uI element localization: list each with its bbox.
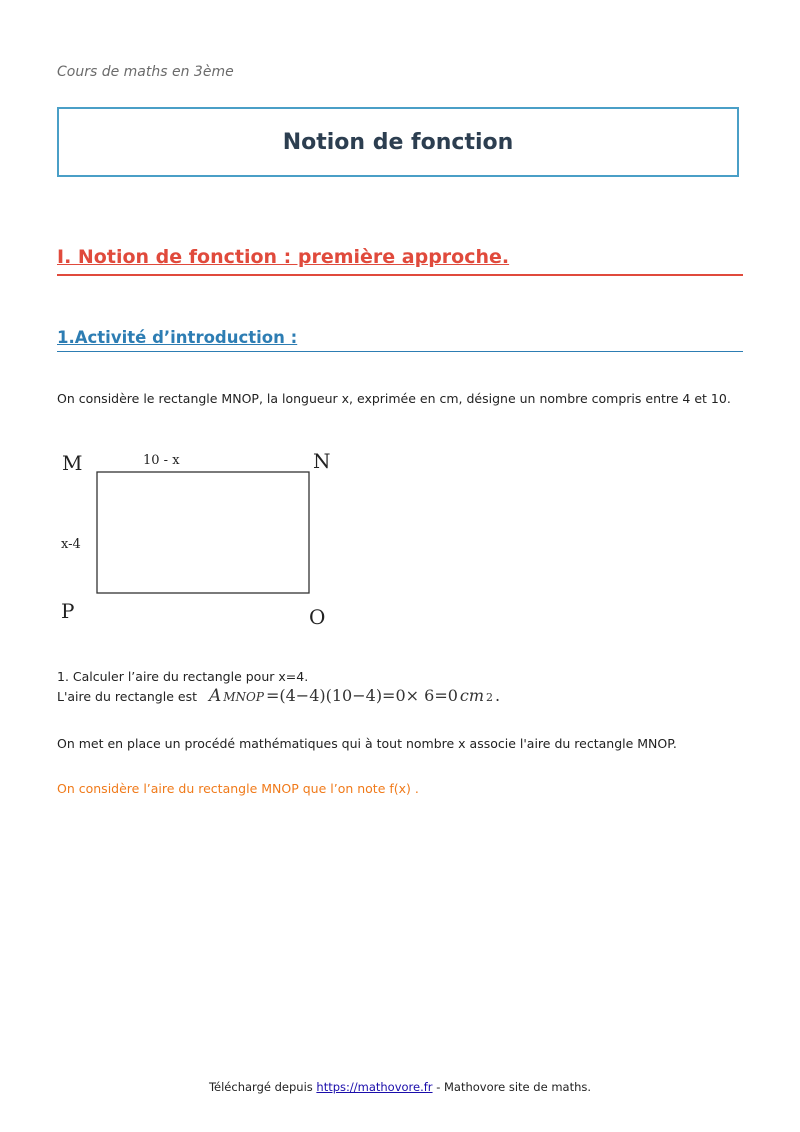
footer-prefix: Téléchargé depuis (208, 1080, 313, 1094)
formula-end: . (495, 686, 501, 705)
formula-subscript: MNOP (223, 690, 264, 704)
footer-link[interactable]: https://mathovore.fr (316, 1080, 433, 1094)
vertex-o-label: O (309, 605, 326, 629)
left-side-label: x-4 (61, 537, 81, 552)
rectangle-figure (55, 440, 355, 640)
top-side-label: 10 - x (143, 453, 180, 468)
vertex-m-label: M (62, 451, 83, 475)
footer (0, 1080, 800, 1094)
course-subtitle: Cours de maths en 3ème (57, 64, 234, 80)
formula-exponent: 2 (486, 691, 494, 704)
subsection-heading: 1.Activité d’introduction : (57, 328, 743, 352)
answer-label: L'aire du rectangle est (57, 688, 197, 704)
page-title: Notion de fonction (282, 129, 514, 155)
rectangle-mnop (97, 472, 309, 593)
formula-rhs: =(4−4)(10−4)=0× 6=0 (265, 686, 458, 705)
formula-unit: cm (459, 686, 485, 705)
title-box (57, 107, 739, 177)
question-1: 1. Calculer l’aire du rectangle pour x=4. (57, 669, 309, 684)
paragraph-fx: On considère l’aire du rectangle MNOP que l’on note f(x) . (57, 781, 419, 796)
vertex-p-label: P (61, 599, 75, 623)
footer-suffix: - Mathovore site de maths. (436, 1080, 592, 1094)
formula-symbol: A (208, 686, 222, 706)
vertex-n-label: N (313, 449, 331, 473)
section-heading: I. Notion de fonction : première approche. (57, 246, 743, 276)
area-formula (209, 686, 500, 706)
intro-paragraph: On considère le rectangle MNOP, la longueur x, exprimée en cm, désigne un nombre compris entre 4 et 10. (57, 391, 731, 406)
paragraph-process: On met en place un procédé mathématiques qui à tout nombre x associe l'aire du rectangle MNOP. (57, 736, 677, 751)
answer-line (57, 686, 500, 706)
